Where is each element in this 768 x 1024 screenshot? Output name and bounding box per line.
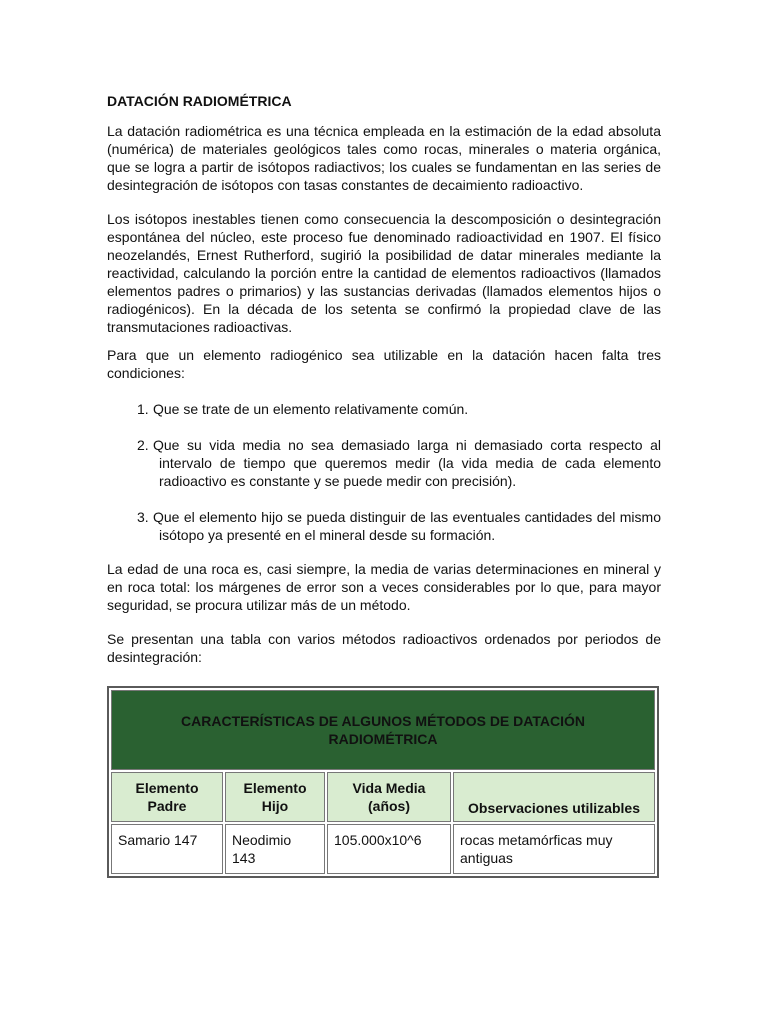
- column-header-parent: Elemento Padre: [111, 772, 223, 822]
- list-item-number: 2.: [137, 437, 149, 453]
- table-row: [111, 824, 655, 874]
- methods-table-wrapper: [107, 686, 659, 878]
- paragraph-age: La edad de una roca es, casi siempre, la media de varias determinaciones en mineral y en roca total: los márgenes de error son a veces considerables por lo que, para mayor seguridad, se procura utilizar más de un método.: [107, 561, 661, 613]
- methods-table: [107, 686, 659, 878]
- column-header-half-life: Vida Media (años): [327, 772, 451, 822]
- list-item-text: Que se trate de un elemento relativamente común.: [153, 401, 469, 417]
- table-cell: rocas metamórficas muy antiguas: [453, 824, 655, 874]
- table-cell: Samario 147: [111, 824, 223, 874]
- paragraph-conditions-intro: Para que un elemento radiogénico sea utilizable en la datación hacen falta tres condiciones:: [107, 347, 661, 381]
- list-item-number: 1.: [137, 401, 149, 417]
- list-item-number: 3.: [137, 509, 149, 525]
- list-item: [137, 400, 661, 418]
- column-header-child: Elemento Hijo: [225, 772, 325, 822]
- paragraph-intro: La datación radiométrica es una técnica empleada en la estimación de la edad absoluta (numérica) de materiales geológicos tales como rocas, minerales o materia orgánica, que se logra a partir de isótopos radiactivos; los cuales se fundamentan en las series de desintegración de isótopos con tasas constantes de decaimiento radioactivo.: [107, 123, 661, 193]
- list-item: [137, 436, 661, 490]
- document-page: [107, 92, 661, 878]
- column-header-observations: Observaciones utilizables: [453, 772, 655, 822]
- list-item-text: Que su vida media no sea demasiado larga ni demasiado corta respecto al intervalo de tiempo que queremos medir (la vida media de cada elemento radioactivo es constante y se puede medir con precisión).: [153, 437, 661, 489]
- conditions-list: [107, 400, 661, 544]
- table-cell: Neodimio 143: [225, 824, 325, 874]
- table-cell: 105.000x10^6: [327, 824, 451, 874]
- list-item-text: Que el elemento hijo se pueda distinguir de las eventuales cantidades del mismo isótopo ya presenté en el mineral desde su formación.: [153, 509, 661, 543]
- document-title: DATACIÓN RADIOMÉTRICA: [107, 93, 292, 109]
- list-item: [137, 508, 661, 544]
- table-caption: CARACTERÍSTICAS DE ALGUNOS MÉTODOS DE DATACIÓN RADIOMÉTRICA: [111, 690, 655, 770]
- paragraph-table-intro: Se presentan una tabla con varios métodos radioactivos ordenados por periodos de desintegración:: [107, 631, 661, 665]
- paragraph-history: Los isótopos inestables tienen como consecuencia la descomposición o desintegración espontánea del núcleo, este proceso fue denominado radioactividad en 1907. El físico neozelandés, Ernest Rutherford, sugirió la posibilidad de datar minerales mediante la reactividad, calculando la porción entre la cantidad de elementos radioactivos (llamados elementos padres o primarios) y las sustancias derivadas (llamados elementos hijos o radiogénicos). En la década de los setenta se confirmó la propiedad clave de las transmutaciones radioactivas.: [107, 211, 661, 335]
